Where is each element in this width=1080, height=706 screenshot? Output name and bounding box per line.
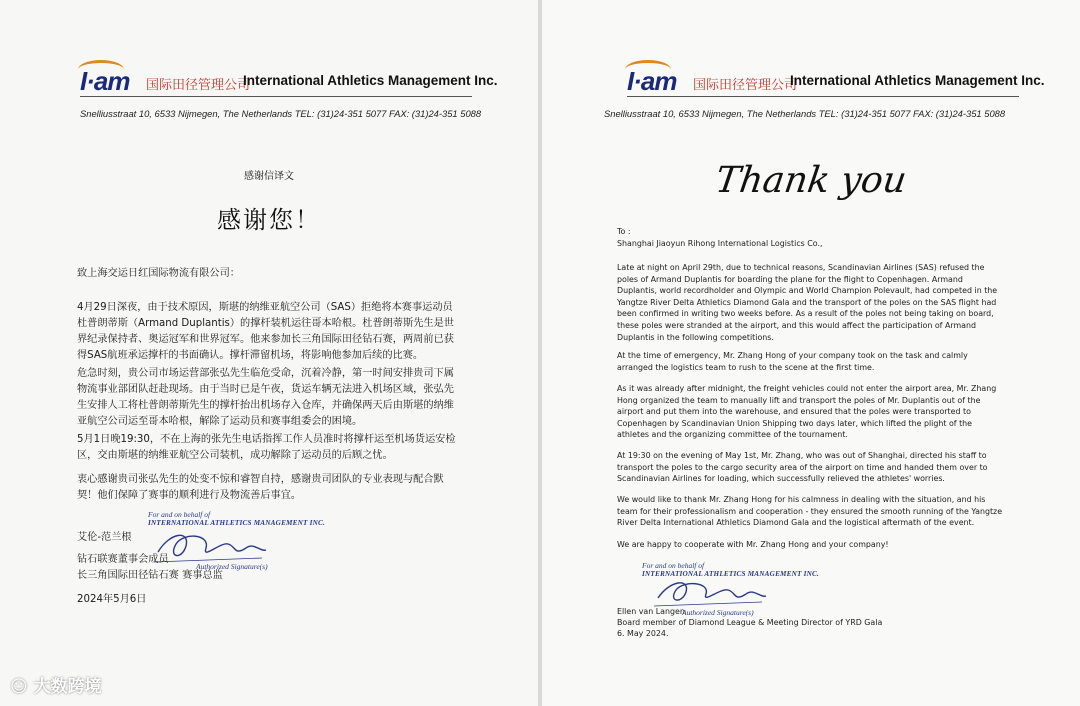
stamp-authorized: Authorized Signature(s)	[196, 562, 268, 571]
paragraph-3: As it was already after midnight, the freight vehicles could not enter the airport area, Mr. Zhang Hong organized the team to manually lift and transport the poles of Mr. Duplantis out of the airport and put them into the warehouse, and ensured that the poles were transported to Copenhagen by Scandinavian Union Shipping two days later, which lifted the plight of the athletes and the organizing committee of the tournament.	[617, 384, 997, 440]
signer-role: Board member of Diamond League & Meeting Director of YRD Gala	[617, 618, 883, 627]
thank-you-heading: Thank you	[712, 160, 910, 201]
stamp-authorized: Authorized Signature(s)	[682, 608, 754, 617]
watermark	[10, 672, 102, 697]
letterhead	[627, 66, 1045, 100]
signer-role-2: 长三角国际田径钻石赛 赛事总监	[77, 570, 223, 581]
paragraph-4: 衷心感谢贵司张弘先生的处变不惊和睿智自持，感谢贵司团队的专业表现与配合默契！他们保障了赛事的顺利进行及物流善后事宜。	[77, 474, 444, 501]
signer-role-1: 钻石联赛董事会成员	[77, 554, 169, 565]
english-letter-page	[542, 0, 1080, 706]
paragraph-2: 危急时刻，贵公司市场运营部张弘先生临危受命，沉着冷静，第一时间安排贵司下属物流事业部团队赶赴现场。由于当时已是午夜，货运车辆无法进入机场区域，张弘先生安排人工将杜普朗蒂斯先生的撑杆抬出机场存入仓库，并确保两天后由斯堪的纳维亚航空公司运至哥本哈根，解除了运动员和赛事组委会的困境。	[77, 368, 454, 427]
paragraph-4: At 19:30 on the evening of May 1st, Mr. Zhang, who was out of Shanghai, directed his staff to transport the poles to the cargo security area of the airport on time and handed them over to Scandinavian Airlines for loading, which successfully relieved the athletes' worries.	[617, 451, 988, 484]
watermark-logo-icon: ☺	[10, 677, 28, 697]
iam-logo: I·am	[80, 66, 130, 96]
company-name-cn: 国际田径管理公司	[693, 78, 798, 93]
company-address: Snelliusstraat 10, 6533 Nijmegen, The Netherlands TEL: (31)24-351 5077 FAX: (31)24-351 5088	[604, 108, 1006, 119]
stamp-org: INTERNATIONAL ATHLETICS MANAGEMENT INC.	[148, 519, 326, 527]
paragraph-5: We would like to thank Mr. Zhang Hong for his calmness in dealing with the situation, and his team for their professionalism and cooperation - they ensured the smooth running of the Yangtze River Delta International Athletics Diamond Gala and the logistical aftermath of the event.	[617, 495, 1003, 528]
paragraph-6: We are happy to cooperate with Mr. Zhang Hong and your company!	[617, 540, 889, 549]
stamp-for-behalf: For and on behalf of	[148, 510, 211, 519]
letter-title: 感谢您！	[217, 206, 321, 234]
company-name-en: International Athletics Management Inc.	[243, 73, 498, 88]
company-name-en: International Athletics Management Inc.	[790, 73, 1045, 88]
letterhead-divider	[80, 96, 472, 97]
to-label: To :	[617, 227, 631, 236]
iam-logo: I·am	[627, 66, 677, 96]
letter-date: 2024年5月6日	[77, 594, 147, 605]
signer-name: Ellen van Langen	[617, 607, 685, 616]
company-name-cn: 国际田径管理公司	[146, 78, 251, 93]
stamp-org: INTERNATIONAL ATHLETICS MANAGEMENT INC.	[642, 570, 820, 578]
letterhead	[80, 66, 498, 100]
recipient: Shanghai Jiaoyun Rihong International Logistics Co.,	[617, 239, 823, 248]
signer-name: 艾伦-范兰根	[77, 532, 132, 543]
stamp-for-behalf: For and on behalf of	[642, 561, 705, 570]
company-address: Snelliusstraat 10, 6533 Nijmegen, The Netherlands TEL: (31)24-351 5077 FAX: (31)24-351 5088	[80, 108, 482, 119]
letterhead-divider	[627, 96, 1019, 97]
watermark-text: 大数跨境	[33, 677, 102, 697]
paragraph-1: Late at night on April 29th, due to technical reasons, Scandinavian Airlines (SAS) refused the poles of Armand Duplantis for boarding the plane for the flight to Copenhagen. Armand Duplantis, world recordholder and Olympic and World Champion Polevault, had competed in the Yangtze River Delta Athletics Diamond Gala and the transport of the poles on the SAS flight had been confirmed in writing two weeks before. As a result of the poles not being taking on board, these poles were stranded at the airport, and this would affect the participation of Armand Duplantis in the following competitions.	[617, 263, 998, 342]
paragraph-1: 4月29日深夜，由于技术原因，斯堪的纳维亚航空公司（SAS）拒绝将本赛事运动员杜普朗蒂斯（Armand Duplantis）的撑杆装机运往哥本哈根。杜普朗蒂斯先生是世界纪录保持者、奥运冠军和世界冠军。他来参加长三角国际田径钻石赛，两周前已获得SAS航班承运撑杆的书面确认。撑杆滞留机场，将影响他参加后续的比赛。	[77, 302, 454, 361]
salutation: 致上海交运日红国际物流有限公司：	[77, 268, 240, 279]
letter-subtitle: 感谢信译文	[244, 171, 294, 182]
letter-date: 6. May 2024.	[617, 629, 669, 638]
chinese-letter-page	[0, 0, 538, 706]
paragraph-3: 5月1日晚19:30，不在上海的张先生电话指挥工作人员准时将撑杆运至机场货运安检区，交由斯堪的纳维亚航空公司装机，成功解除了运动员的后顾之忧。	[77, 434, 456, 461]
paragraph-2: At the time of emergency, Mr. Zhang Hong of your company took on the task and calmly arranged the logistics team to rush to the scene at the first time.	[617, 351, 968, 372]
